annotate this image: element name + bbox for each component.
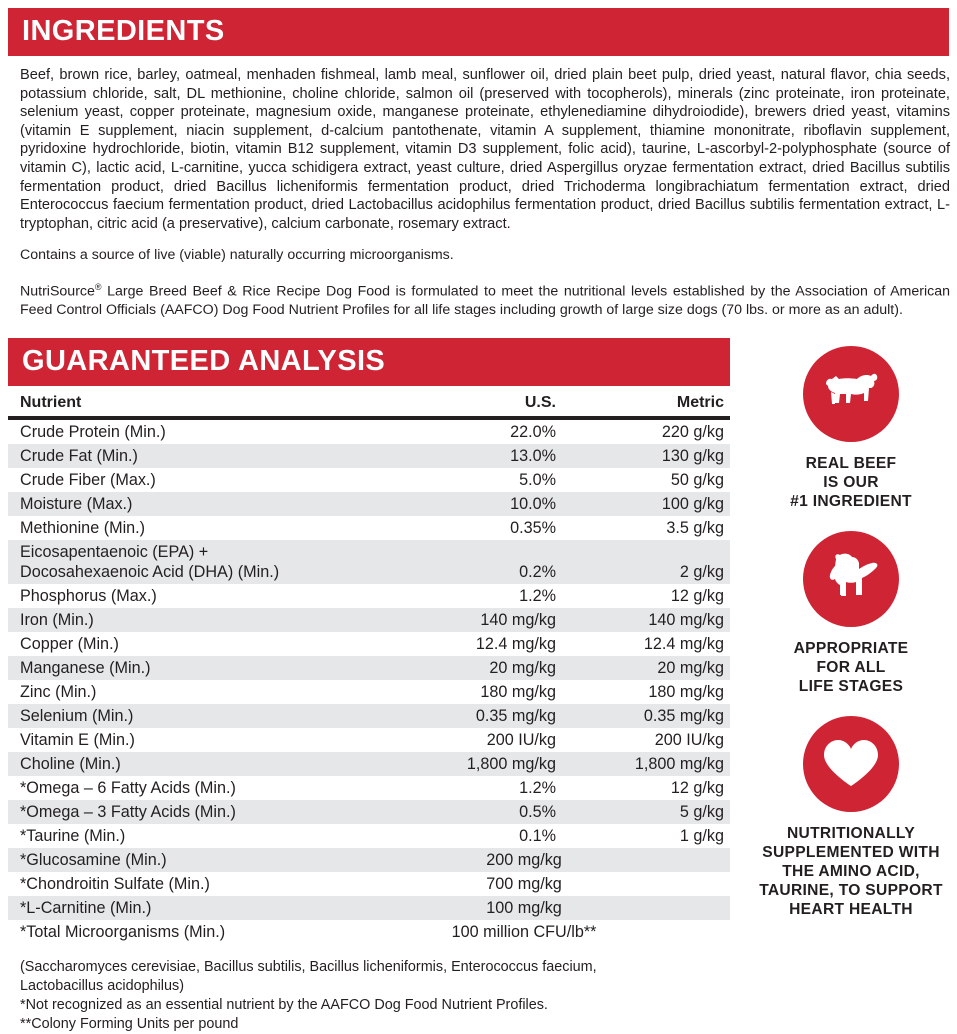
nutrient-name-cell: *Chondroitin Sulfate (Min.) (20, 874, 210, 893)
registered-mark-icon: ® (94, 281, 102, 292)
nutrient-value-cell-us: 5.0% (519, 470, 556, 489)
nutrient-value-cell-metric: 2 g/kg (556, 540, 730, 584)
table-row (8, 752, 730, 776)
table-row (8, 704, 730, 728)
ingredients-list-text: Beef, brown rice, barley, oatmeal, menhaden fishmeal, lamb meal, sunflower oil, dried plain beet pulp, dried yeast, natural flavor, chia seeds, potassium chloride, salt, DL methionine, choline chloride, salmon oil (preserved with tocopherols), minerals (zinc proteinate, iron proteinate, selenium yeast, copper proteinate, magnesium oxide, manganese proteinate, ethylenediamine dihydroiodide), brewers dried yeast, vitamins (vitamin E supplement, niacin supplement, d-calcium pantothenate, vitamin A supplement, thiamine mononitrate, riboflavin supplement, pyridoxine hydrochloride, biotin, vitamin B12 supplement, vitamin D3 supplement, folic acid), taurine, L-ascorbyl-2-polyphosphate (source of vitamin C), lactic acid, L-carnitine, yucca schidigera extract, yeast culture, dried Aspergillus oryzae fermentation extract, dried Bacillus subtilis fermentation product, dried Bacillus licheniformis fermentation product, dried Trichoderma longibrachiatum fermentation extract, dried Enterococcus faecium fermentation product, dried Lactobacillus acidophilus fermentation product, dried Bacillus subtilis fermentation extract, L-tryptophan, citric acid (a preservative), calcium carbonate, rosemary extract. (20, 67, 950, 232)
nutrient-name-cell: Crude Fat (Min.) (8, 444, 378, 468)
nutrient-value-cell-us: 0.35% (510, 518, 556, 537)
footnote-line: Lactobacillus acidophilus) (20, 977, 184, 994)
nutrient-value-cell-metric: 20 mg/kg (556, 656, 730, 680)
nutrient-value-cell-metric: 180 mg/kg (648, 682, 724, 701)
table-row (8, 896, 730, 920)
nutrient-name-cell: Phosphorus (Max.) (20, 586, 157, 605)
nutrient-name-cell: *Omega – 3 Fatty Acids (Min.) (8, 800, 378, 824)
nutrient-value-cell-us: 1.2% (519, 778, 556, 797)
table-row (8, 872, 730, 896)
live-microorganisms-note: Contains a source of live (viable) naturally occurring microorganisms. (20, 247, 454, 264)
guaranteed-analysis-table (8, 388, 730, 944)
badge-dog (745, 531, 957, 696)
nutrient-value-cell-metric: 12 g/kg (670, 778, 724, 797)
nutrient-name-cell: Moisture (Max.) (8, 492, 378, 516)
nutrient-name-cell: *Taurine (Min.) (20, 826, 126, 845)
nutrient-name-cell: Methionine (Min.) (20, 518, 146, 537)
table-header (8, 388, 730, 418)
nutrient-value-cell-us: 13.0% (378, 444, 556, 468)
nutrient-value-cell-us: 0.5% (378, 800, 556, 824)
aafco-statement (20, 278, 950, 320)
nutrient-value-cell-metric: 1,800 mg/kg (556, 752, 730, 776)
table-row (8, 848, 730, 872)
table-row (8, 776, 730, 800)
nutrient-name-cell: Iron (Min.) (8, 608, 378, 632)
badge-label: REAL BEEF IS OUR #1 INGREDIENT (790, 454, 912, 510)
nutrient-value-cell-us: 12.4 mg/kg (475, 634, 556, 653)
nutrient-value-cell-us: 0.1% (519, 826, 556, 845)
heart-icon-svg (820, 736, 882, 792)
nutrient-value-cell-metric: 220 g/kg (661, 422, 724, 441)
table-row (8, 920, 730, 944)
nutrient-value-cell-combined: 100 mg/kg (378, 896, 730, 920)
ingredients-section-header: INGREDIENTS (8, 8, 949, 56)
nutrient-value-cell-metric: 5 g/kg (556, 800, 730, 824)
nutrient-value-cell-metric: 12.4 mg/kg (643, 634, 724, 653)
table-row (8, 540, 730, 584)
brand-name: NutriSource (20, 283, 95, 300)
nutrient-value-cell-us: 0.35 mg/kg (378, 704, 556, 728)
dog-icon-svg (820, 551, 882, 607)
table-header-row (8, 388, 730, 418)
nutrient-value-cell-us: 20 mg/kg (378, 656, 556, 680)
table-row (8, 516, 730, 540)
table-row (8, 656, 730, 680)
label-page (0, 8, 957, 1032)
badge-label: NUTRITIONALLY SUPPLEMENTED WITH THE AMINO ACID, TAURINE, TO SUPPORT HEART HEALTH (759, 824, 943, 918)
nutrient-value-cell-combined: 700 mg/kg (486, 874, 562, 893)
nutrient-value-cell-combined: 100 million CFU/lb** (451, 922, 597, 941)
nutrient-name-cell: *Omega – 6 Fatty Acids (Min.) (20, 778, 236, 797)
table-body (8, 418, 730, 944)
table-row (8, 492, 730, 516)
guaranteed-analysis-section-header: GUARANTEED ANALYSIS (8, 338, 730, 386)
table-row (8, 632, 730, 656)
table-row (8, 584, 730, 608)
footnote-line: **Colony Forming Units per pound (20, 1015, 239, 1032)
dog-icon (803, 531, 899, 627)
analysis-column (0, 338, 745, 1034)
nutrient-value-cell-metric: 1 g/kg (679, 826, 724, 845)
heart-icon (803, 716, 899, 812)
column-header-nutrient: Nutrient (8, 388, 378, 418)
nutrient-name-cell: Vitamin E (Min.) (20, 730, 135, 749)
nutrient-value-cell-us: 140 mg/kg (378, 608, 556, 632)
nutrient-name-cell: *Glucosamine (Min.) (8, 848, 378, 872)
aafco-statement-text: Large Breed Beef & Rice Recipe Dog Food is formulated to meet the nutritional levels established by the Association of American Feed Control Officials (AAFCO) Dog Food Nutrient Profiles for all life stages including growth of large size dogs (70 lbs. or more as an adult). (20, 283, 950, 319)
table-row (8, 728, 730, 752)
cow-icon (803, 346, 899, 442)
column-header-us: U.S. (378, 388, 556, 418)
nutrient-value-cell-us: 1,800 mg/kg (378, 752, 556, 776)
nutrient-value-cell-metric: 130 g/kg (556, 444, 730, 468)
badge-heart (745, 716, 957, 919)
nutrient-name-cell: Copper (Min.) (20, 634, 119, 653)
nutrient-value-cell-us: 10.0% (378, 492, 556, 516)
nutrient-value-cell-combined: 200 mg/kg (378, 848, 730, 872)
nutrient-name-cell: Zinc (Min.) (20, 682, 97, 701)
nutrient-name-cell: Crude Protein (Min.) (20, 422, 166, 441)
badges-column (745, 338, 957, 919)
nutrient-name-cell: Manganese (Min.) (8, 656, 378, 680)
cow-icon-svg (819, 370, 883, 418)
footnote-line: (Saccharomyces cerevisiae, Bacillus subtilis, Bacillus licheniformis, Enterococcus faecium, (20, 958, 597, 975)
badge-label: APPROPRIATE FOR ALL LIFE STAGES (793, 639, 909, 695)
table-row (8, 608, 730, 632)
analysis-footnotes (20, 958, 720, 1034)
nutrient-name-cell: Selenium (Min.) (8, 704, 378, 728)
nutrient-value-cell-metric: 50 g/kg (670, 470, 724, 489)
nutrient-name-cell: Choline (Min.) (8, 752, 378, 776)
lower-section (0, 338, 957, 1034)
nutrient-value-cell-metric: 100 g/kg (556, 492, 730, 516)
ingredients-body (0, 56, 957, 320)
nutrient-name-cell: Crude Fiber (Max.) (20, 470, 156, 489)
footnote-line: *Not recognized as an essential nutrient by the AAFCO Dog Food Nutrient Profiles. (20, 996, 548, 1013)
nutrient-value-cell-us: 22.0% (510, 422, 556, 441)
nutrient-name-cell: Eicosapentaenoic (EPA) + Docosahexaenoic Acid (DHA) (Min.) (8, 540, 378, 584)
badge-cow (745, 346, 957, 511)
nutrient-value-cell-metric: 0.35 mg/kg (556, 704, 730, 728)
table-row (8, 824, 730, 848)
nutrient-value-cell-us: 180 mg/kg (480, 682, 556, 701)
nutrient-value-cell-us: 1.2% (519, 586, 556, 605)
nutrient-value-cell-metric: 140 mg/kg (556, 608, 730, 632)
nutrient-value-cell-metric: 200 IU/kg (654, 730, 724, 749)
table-row (8, 800, 730, 824)
nutrient-value-cell-us: 200 IU/kg (486, 730, 556, 749)
table-row (8, 444, 730, 468)
table-row (8, 680, 730, 704)
table-row (8, 468, 730, 492)
table-row (8, 418, 730, 444)
nutrient-name-cell: *L-Carnitine (Min.) (8, 896, 378, 920)
nutrient-name-cell: *Total Microorganisms (Min.) (20, 922, 226, 941)
nutrient-value-cell-metric: 12 g/kg (670, 586, 724, 605)
column-header-metric: Metric (556, 388, 730, 418)
nutrient-value-cell-us: 0.2% (378, 540, 556, 584)
nutrient-value-cell-metric: 3.5 g/kg (666, 518, 724, 537)
